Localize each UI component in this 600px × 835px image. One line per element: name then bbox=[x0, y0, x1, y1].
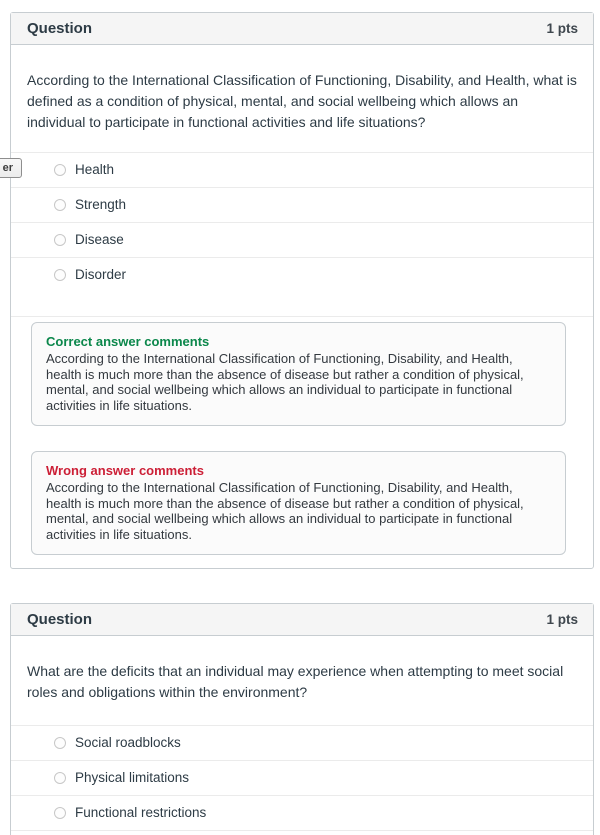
question-1-comments bbox=[11, 316, 593, 568]
question-card-1 bbox=[10, 12, 594, 569]
question-1-header bbox=[11, 13, 593, 45]
question-1-title: Question bbox=[27, 20, 93, 37]
question-1-prompt: According to the International Classification of Functioning, Disability, and Health, what is defined as a condition of physical, mental, and social wellbeing which allows an individual to participate in functional activities and life situations? bbox=[27, 72, 577, 130]
question-2-header bbox=[11, 604, 593, 636]
correct-answer-comments-box bbox=[31, 322, 566, 426]
answer-label: Strength bbox=[75, 197, 127, 212]
question-1-answers bbox=[11, 152, 593, 316]
answer-option[interactable] bbox=[11, 257, 593, 292]
answer-label: Social roadblocks bbox=[75, 735, 181, 750]
quiz-page bbox=[0, 12, 600, 820]
question-2-prompt: What are the deficits that an individual may experience when attempting to meet social roles and obligations within the environment? bbox=[27, 663, 564, 700]
radio-button-icon[interactable] bbox=[54, 164, 66, 176]
answer-label: Health bbox=[75, 162, 115, 177]
answer-option[interactable] bbox=[11, 725, 593, 760]
radio-button-icon[interactable] bbox=[54, 234, 66, 246]
question-1-points: 1 pts bbox=[546, 21, 578, 36]
radio-button-icon[interactable] bbox=[54, 772, 66, 784]
cut-off-edge-tab-label: er bbox=[2, 162, 13, 174]
radio-button-icon[interactable] bbox=[54, 269, 66, 281]
question-2-points: 1 pts bbox=[546, 612, 578, 627]
answer-option[interactable] bbox=[11, 187, 593, 222]
answer-label: Functional restrictions bbox=[75, 805, 207, 820]
answer-option[interactable] bbox=[11, 222, 593, 257]
correct-comments-body: According to the International Classification of Functioning, Disability, and Health, health is much more than the absence of disease but rather a condition of physical, mental, and social wellbeing which allows an individual to participate in functional activities in life situations. bbox=[46, 351, 524, 413]
wrong-comments-title: Wrong answer comments bbox=[46, 463, 204, 478]
answer-label: Disease bbox=[75, 232, 124, 247]
radio-button-icon[interactable] bbox=[54, 807, 66, 819]
correct-comments-title: Correct answer comments bbox=[46, 334, 210, 349]
question-2-title: Question bbox=[27, 611, 93, 628]
radio-button-icon[interactable] bbox=[54, 737, 66, 749]
question-2-answers bbox=[11, 725, 593, 831]
answer-option[interactable] bbox=[11, 760, 593, 795]
answer-label: Disorder bbox=[75, 267, 127, 282]
answer-label: Physical limitations bbox=[75, 770, 190, 785]
wrong-comments-body: According to the International Classification of Functioning, Disability, and Health, health is much more than the absence of disease but rather a condition of physical, mental, and social wellbeing which allows an individual to participate in functional activities in life situations. bbox=[46, 480, 524, 542]
answers-spacer bbox=[11, 292, 593, 316]
answer-option[interactable] bbox=[11, 795, 593, 830]
question-card-2 bbox=[10, 603, 594, 835]
wrong-answer-comments-box bbox=[31, 451, 566, 555]
radio-button-icon[interactable] bbox=[54, 199, 66, 211]
answer-option[interactable] bbox=[11, 152, 593, 187]
cut-off-edge-tab[interactable] bbox=[0, 158, 22, 178]
